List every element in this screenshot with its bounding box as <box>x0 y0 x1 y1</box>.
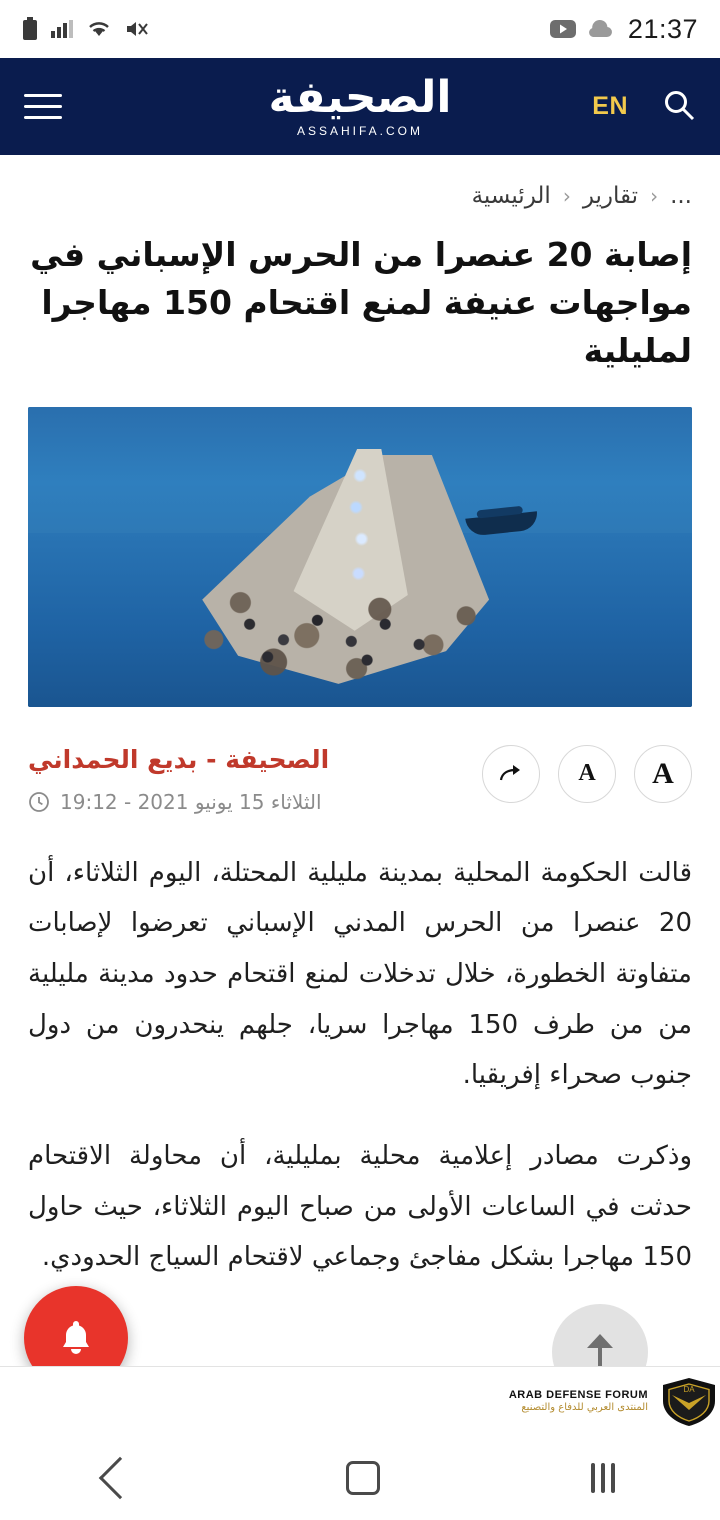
recents-icon[interactable] <box>591 1463 615 1493</box>
article-body <box>0 814 720 1284</box>
hamburger-menu-icon[interactable] <box>24 94 62 119</box>
breadcrumb-item-reports[interactable]: تقارير <box>582 183 639 209</box>
article-tools-row <box>0 707 720 814</box>
back-icon[interactable] <box>99 1457 141 1499</box>
site-logo[interactable] <box>230 71 490 138</box>
article-datetime: الثلاثاء 15 يونيو 2021 - 19:12 <box>60 789 322 814</box>
language-toggle[interactable]: EN <box>592 92 628 120</box>
breadcrumb-separator: ‹ <box>650 184 659 208</box>
breadcrumb-separator: ‹ <box>562 184 571 208</box>
youtube-icon <box>550 19 576 39</box>
mute-icon <box>124 18 150 40</box>
ad-banner-subtitle: المنتدى العربي للدفاع والتصنيع <box>521 1402 648 1414</box>
shield-eagle-icon <box>658 1375 720 1429</box>
share-icon <box>497 760 525 788</box>
site-header <box>0 58 720 155</box>
android-nav-bar <box>0 1436 720 1520</box>
cloud-icon <box>586 19 614 39</box>
svg-text:DA: DA <box>683 1384 695 1394</box>
signal-icon <box>50 18 74 40</box>
share-button[interactable] <box>482 745 540 803</box>
font-increase-button[interactable]: A <box>634 745 692 803</box>
battery-icon <box>22 17 38 41</box>
logo-arabic-text: الصحيفة <box>268 71 452 123</box>
status-time: 21:37 <box>627 13 698 44</box>
ad-banner-title: ARAB DEFENSE FORUM <box>508 1389 648 1402</box>
search-icon[interactable] <box>662 88 696 126</box>
article-paragraph: وذكرت مصادر إعلامية محلية بمليلية، أن محاولة الاقتحام حدثت في الساعات الأولى من صباح اليوم الثلاثاء، حيث حاول 150 مهاجرا بشكل مفاجئ وجماعي لاقتحام السياج الحدودي. <box>28 1140 692 1273</box>
breadcrumb-item-home[interactable]: الرئيسية <box>471 183 551 209</box>
page-title: إصابة 20 عنصرا من الحرس الإسباني في مواجهات عنيفة لمنع اقتحام 150 مهاجرا لمليلية <box>30 235 692 370</box>
status-bar <box>0 0 720 58</box>
home-icon[interactable] <box>346 1461 380 1495</box>
article-paragraph: قالت الحكومة المحلية بمدينة مليلية المحتلة، اليوم الثلاثاء، أن 20 عنصرا من الحرس المدني الإسباني تعرضوا لإصابات متفاوتة الخطورة، خلال تدخلات لمنع اقتحام حدود مدينة مليلية من من طرف 150 مهاجرا سريا، جلهم ينحدرون من دول جنوب صحراء إفريقيا. <box>28 857 692 1091</box>
clock-icon <box>28 791 50 813</box>
font-decrease-button[interactable]: A <box>558 745 616 803</box>
breadcrumb <box>0 155 720 209</box>
article-datetime-row <box>28 790 329 814</box>
ad-banner[interactable] <box>0 1366 720 1436</box>
bell-icon <box>52 1314 100 1362</box>
article-hero-image <box>28 407 692 707</box>
logo-latin-text: ASSAHIFA.COM <box>296 123 424 138</box>
wifi-icon <box>86 18 112 40</box>
breadcrumb-item-ellipsis[interactable]: ... <box>670 183 692 209</box>
article-author[interactable]: الصحيفة - بديع الحمداني <box>28 744 330 774</box>
